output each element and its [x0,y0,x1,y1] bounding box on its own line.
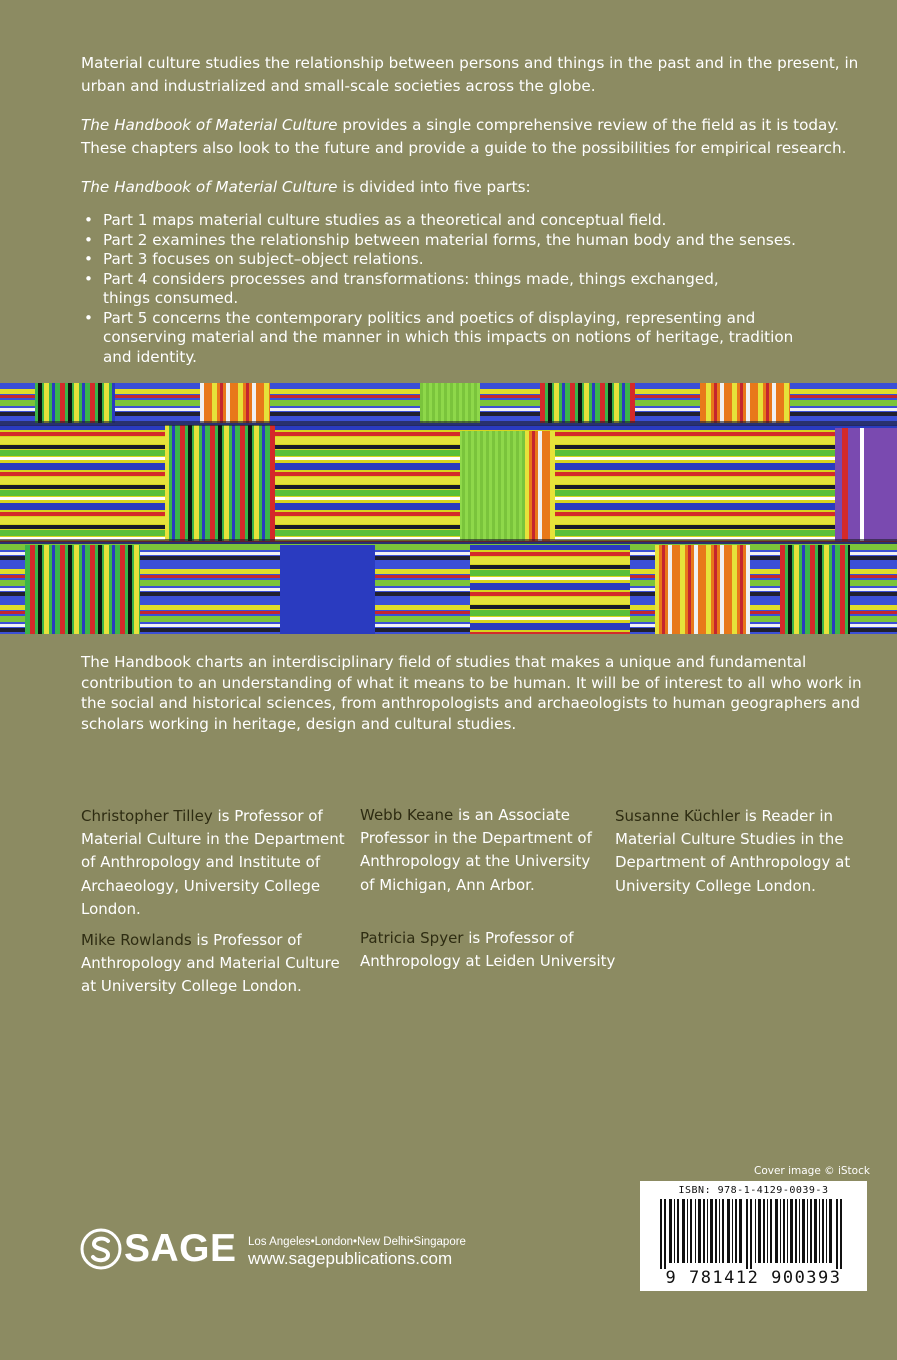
intro-paragraph-1: Material culture studies the relationship between persons and things in the past and in the present, in urban and industrialized and small-scale societies across the globe. [81,54,859,95]
author-name: Mike Rowlands [81,931,192,949]
author-name: Webb Keane [360,806,454,824]
author-name: Susanne Küchler [615,807,740,825]
author-bio-text: is Professor of Material Culture in the Department of Anthropology and Institute of Archaeology, University College London. [81,807,345,918]
author-bio-text: is an Associate Professor in the Department of Anthropology at the University of Michigan, Ann Arbor. [360,806,592,894]
intro-paragraph-2-text: provides a single comprehensive review of the field as it is today. These chapters also look to the future and provide a guide to the possibilities for empirical research. [81,116,847,157]
author-bio-kuchler [615,805,860,898]
cover-image-credit: Cover image © iStock [754,1165,870,1177]
isbn-barcode [640,1181,867,1291]
publisher-info [248,1235,466,1269]
intro-paragraph-3 [81,176,861,199]
author-bio-text: is Professor of Anthropology at Leiden University [360,929,616,971]
part-item: • Part 2 examines the relationship between material forms, the human body and the senses. [81,231,861,251]
sage-logo [80,1227,237,1271]
isbn-label: ISBN: 978-1-4129-0039-3 [678,1185,829,1196]
author-bio-text: is Professor of Anthropology and Material Culture at University College London. [81,931,340,996]
book-title: The Handbook of Material Culture [81,116,338,134]
intro-section [81,52,861,367]
kente-cloth-image [0,383,897,634]
author-bio-keane [360,804,605,897]
book-title: The Handbook of Material Culture [81,178,338,196]
author-name: Christopher Tilley [81,807,213,825]
author-bio-tilley [81,805,356,921]
intro-paragraph-3-text: is divided into five parts: [337,178,531,196]
intro-paragraph-2 [81,114,861,160]
publisher-cities: Los Angeles•London•New Delhi•Singapore [248,1236,466,1248]
part-item: • Part 4 considers processes and transformations: things made, things exchanged, things consumed. [81,270,743,309]
publisher-url[interactable]: www.sagepublications.com [248,1249,453,1268]
parts-list [81,211,861,367]
author-bio-text: is Reader in Material Culture Studies in the Department of Anthropology at University College London. [615,807,851,895]
handbook-description: The Handbook charts an interdisciplinary field of studies that makes a unique and fundamental contribution to an understanding of what it means to be human. It will be of interest to all who work in the social and historical sciences, from anthropologists and archaeologists to human geographers and scholars working in heritage, design and cultural studies. [81,653,862,733]
part-item: • Part 3 focuses on subject–object relations. [81,250,861,270]
part-item: • Part 5 concerns the contemporary politics and poetics of displaying, representing and conserving material and the manner in which this impacts on notions of heritage, tradition and identity. [81,309,823,368]
part-item: • Part 1 maps material culture studies as a theoretical and conceptual field. [81,211,861,231]
sage-s-icon [80,1228,122,1270]
author-bio-rowlands [81,929,356,999]
isbn-digits: 9 781412 900393 [665,1268,842,1288]
sage-wordmark: SAGE [124,1227,237,1270]
author-bio-spyer [360,927,635,973]
author-name: Patricia Spyer [360,929,464,947]
